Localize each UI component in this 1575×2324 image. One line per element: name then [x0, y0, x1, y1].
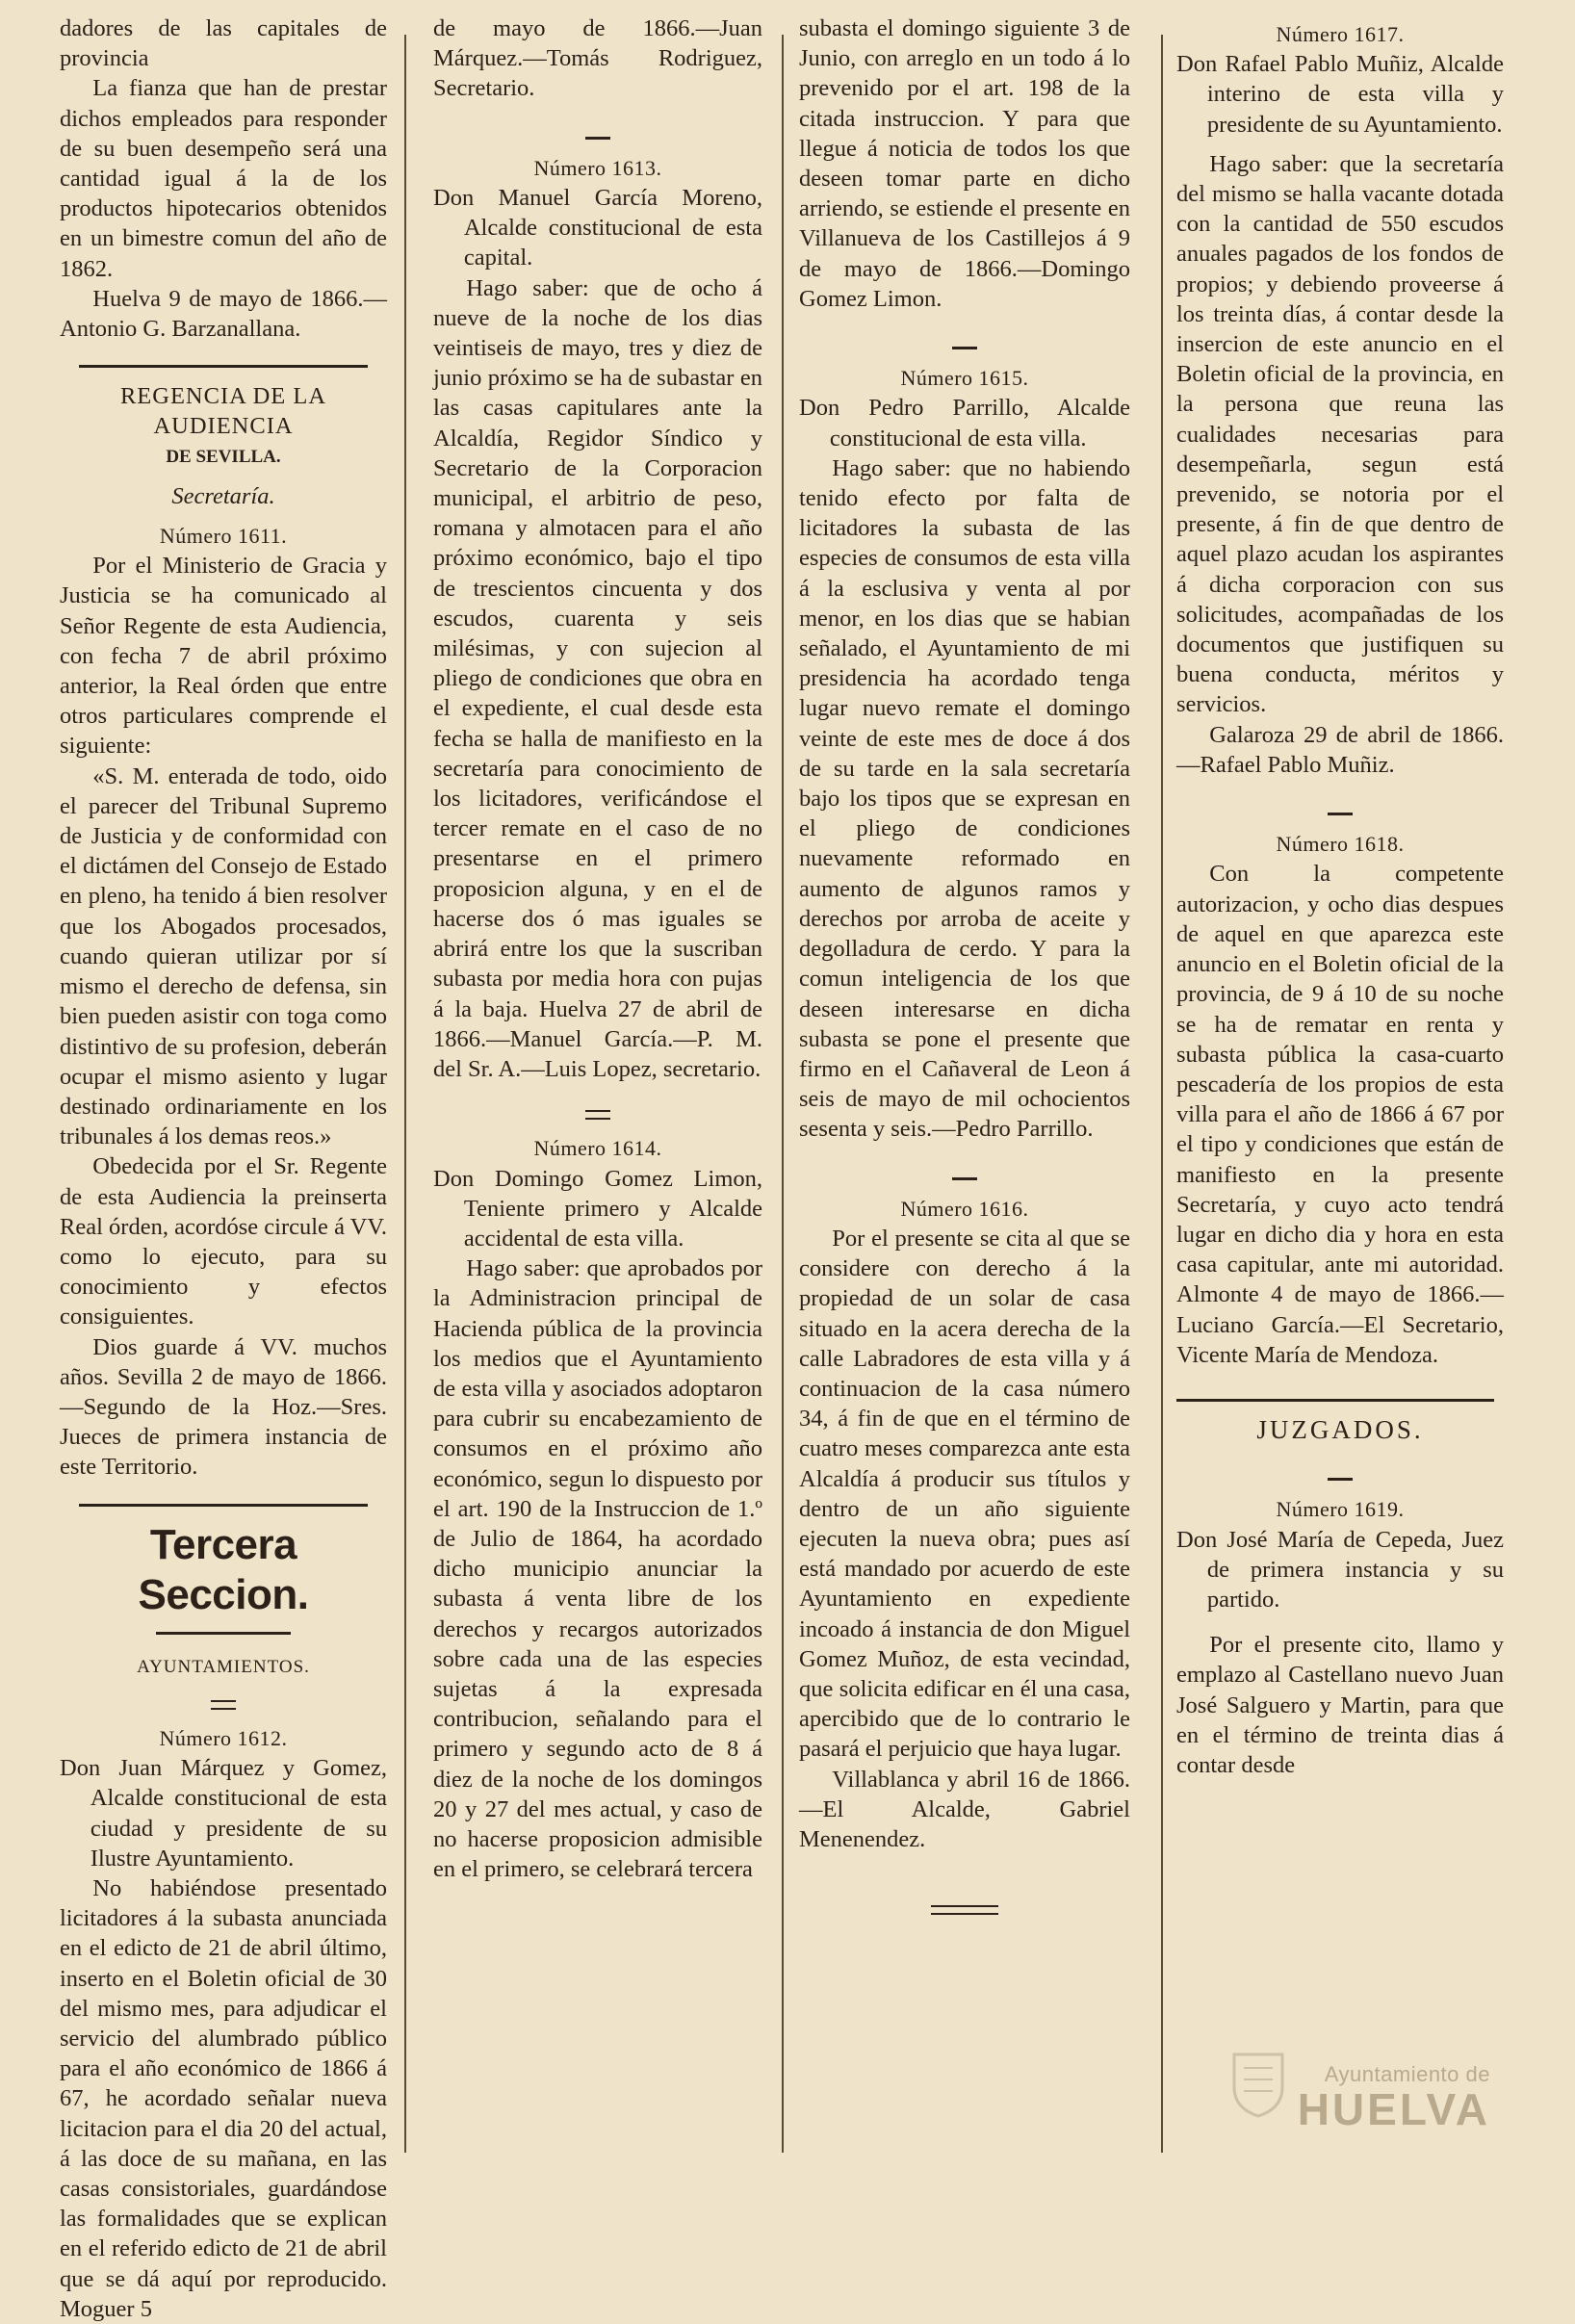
notice-number: Número 1611.	[159, 524, 288, 549]
watermark	[1297, 2062, 1490, 2134]
notice-number: Número 1615.	[900, 366, 1029, 391]
notice-number: Número 1613.	[533, 155, 662, 180]
section-subheading: DE SEVILLA.	[166, 446, 281, 467]
paragraph: Hago saber: que de ocho á nueve de la noche de los dias veintiseis de mayo, tres y diez de junio próximo se ha de subastar en las casas capitulares ante la Alcaldía, Regidor Síndico y Secretario de la Corporacion municipal, el arbitrio de peso, romana y almotacen para el año próximo económico, bajo el tipo de trescientos cincuenta y dos escudos, cuarenta y seis milésimas, y con sujecion al pliego de condiciones que obra en el expediente, el cual desde esta fecha se halla de manifiesto en la secretaría para conocimiento de los licitadores, verificándose el tercer remate en el caso de no presentarse en el primero proposicion alguna, y en el de hacerse dos ó mas iguales se abrirá entre los que la suscriban subasta por media hora con pujas á la baja. Huelva 27 de abril de 1866.—Manuel García.—P. M. del Sr. A.—Luis Lopez, secretario.	[433, 274, 762, 1082]
column-2	[433, 13, 762, 2174]
divider	[60, 1688, 387, 1717]
category-heading: AYUNTAMIENTOS.	[137, 1656, 310, 1677]
paragraph: Hago saber: que aprobados por la Administracion principal de Hacienda pública de la provincia los medios que el Ayuntamiento de esta villa y asociados adoptaron para cubrir su encabezamiento de consumos en el próximo año económico, segun lo dispuesto por el art. 190 de la Instruccion de 1.º de Julio de 1864, ha acordado dicho municipio anunciar la subasta á venta libre de los derechos y recargos autorizados sobre cada una de las especies sujetas á la expresada contribucion, señalando para el primero y segundo acto de 8 á diez de la noche de los domingos 20 y 27 del mes actual, y caso de no hacerse proposicion admisible en el primero, se celebrará tercera	[433, 1255, 762, 1883]
notice-header: Don José María de Cepeda, Juez de primera instancia y su partido.	[1176, 1526, 1504, 1613]
paragraph: Por el presente se cita al que se considere con derecho á la propiedad de un solar de casa situado en la acera derecha de la calle Labradores de esta villa y á continuacion de la casa número 34, á fin de que en el término de cuatro meses comparezca ante esta Alcaldía á producir sus títulos y dentro de un año siguiente ejecuten la nueva obra; pues así está mandado por acuerdo de este Ayuntamiento en expediente incoado á instancia de don Miguel Gomez Muñoz, de esta vecindad, que solicita edificar en él una casa, apercibido que de lo contrario le pasará el perjuicio que haya lugar.	[799, 1225, 1130, 1763]
divider	[156, 1632, 291, 1635]
column-1	[60, 13, 387, 2322]
divider	[799, 1158, 1130, 1188]
divider	[433, 117, 762, 147]
divider	[79, 365, 368, 368]
paragraph: Con la competente autorizacion, y ocho dias despues de aquel en que aparezca este anuncio en el Boletin oficial de la provincia, de 9 á 10 de su noche se ha de rematar en renta y subasta pública la casa-cuarto pescadería de los propios de esta villa para el año de 1866 á 67 por el tipo y condiciones que están de manifiesto en la presente Secretaría, y cuyo acto tendrá lugar en dicho dia y hora en esta casa capitular, ante mi autoridad. Almonte 4 de mayo de 1866.—Luciano García.—El Secretario, Vicente María de Mendoza.	[1176, 861, 1504, 1368]
paragraph: Dios guarde á VV. muchos años. Sevilla 2 de mayo de 1866.—Segundo de la Hoz.—Sres. Jueces de primera instancia de este Territorio.	[60, 1333, 387, 1481]
continued-text: subasta el domingo siguiente 3 de Junio, con arreglo en un todo á lo prevenido por el art. 198 de la citada instruccion. Y para que llegue á noticia de todos los que deseen tomar parte en dicho arriendo, se estiende el presente en Villanueva de los Castillejos á 9 de mayo de 1866.—Domingo Gomez Limon.	[799, 15, 1130, 312]
column-divider	[404, 35, 406, 2153]
paragraph: Hago saber: que la secretaría del mismo se halla vacante dotada con la cantidad de 550 escudos anuales pagados de los fondos de propios; y debiendo proveerse á los treinta días, á contar desde la insercion de este anuncio en el Boletin oficial de la provincia, en la persona que reuna las cualidades necesarias para desempeñarla, segun está prevenido, se notoria por el presente, á fin de que dentro de aquel plazo acudan los aspirantes á dicha corporacion con sus solicitudes, acompañadas de los documentos que justifiquen su buena conducta, méritos y servicios.	[1176, 150, 1504, 718]
continued-text: de mayo de 1866.—Juan Márquez.—Tomás Rodriguez, Secretario.	[433, 15, 762, 102]
notice-header: Don Manuel García Moreno, Alcalde constitucional de esta capital.	[433, 185, 762, 271]
divider	[79, 1504, 368, 1507]
section-heading: REGENCIA DE LA AUDIENCIA	[119, 383, 327, 440]
notice-number: Número 1614.	[533, 1136, 662, 1161]
notice-header: Don Pedro Parrillo, Alcalde constitucional de esta villa.	[799, 395, 1130, 452]
watermark-line2: HUELVA	[1297, 2084, 1490, 2134]
notice-number: Número 1618.	[1276, 832, 1405, 857]
signature: Galaroza 29 de abril de 1866.—Rafael Pablo Muñiz.	[1176, 721, 1504, 778]
divider	[1176, 1399, 1494, 1402]
paragraph: Hago saber: que no habiendo tenido efecto por falta de licitadores la subasta de las especies de consumos de esta villa á la esclusiva y venta al por menor, en los dias que se habian señalado, el Ayuntamiento de mi presidencia ha acordado tenga lugar nuevo remate el domingo veinte de este mes de doce á dos de su tarde en la sala secretaría bajo los tipos que se expresan en el pliego de condiciones nuevamente reformado en aumento de algunos ramos y derechos por arroba de aceite y degolladura de cerdo. Y para la comun inteligencia de los que deseen interesarse en dicha subasta se pone el presente que firmo en el Cañaveral de Leon á seis de mayo de mil ochocientos sesenta y seis.—Pedro Parrillo.	[799, 454, 1130, 1143]
notice-number: Número 1619.	[1276, 1497, 1405, 1522]
notice-header: Don Rafael Pablo Muñiz, Alcalde interino de esta villa y presidente de su Ayuntamiento.	[1176, 51, 1504, 138]
paragraph: Por el Ministerio de Gracia y Justicia se ha comunicado al Señor Regente de esta Audiencia, con fecha 7 de abril próximo anterior, la Real órden que entre otros particulares comprende el siguiente:	[60, 553, 387, 760]
notice-number: Número 1612.	[159, 1725, 288, 1750]
paragraph: No habiéndose presentado licitadores á la subasta anunciada en el edicto de 21 de abril último, inserto en el Boletin oficial de 30 del mismo mes, para adjudicar el servicio del alumbrado público para el año económico de 1866 á 67, he acordado señalar nueva licitacion para el dia 20 del actual, á las doce de su mañana, en las casas consistoriales, guardándose las formalidades que se explican en el referido edicto de 21 de abril que se dá aquí por reproducido. Moguer 5	[60, 1874, 387, 2322]
divider	[1176, 1459, 1504, 1488]
notice-number: Número 1617.	[1276, 22, 1405, 46]
category-heading: JUZGADOS.	[1256, 1414, 1424, 1444]
divider	[799, 1893, 1130, 1923]
column-4	[1176, 13, 1504, 2174]
paragraph: La fianza que han de prestar dichos empleados para responder de su buen desempeño será una cantidad igual á la de los productos hipotecarios obtenidos en un bimestre comun del año de 1862.	[60, 75, 387, 282]
city-seal-icon	[1230, 2049, 1286, 2118]
notice-header: Don Juan Márquez y Gomez, Alcalde constitucional de esta ciudad y presidente de su Ilustre Ayuntamiento.	[60, 1755, 387, 1872]
continued-text: dadores de las capitales de provincia	[60, 15, 387, 72]
column-divider	[1161, 35, 1163, 2153]
section-title: Tercera Seccion.	[138, 1520, 309, 1618]
divider	[1176, 793, 1504, 823]
paragraph: Obedecida por el Sr. Regente de esta Audiencia la preinserta Real órden, acordóse circule á VV. como lo ejecuto, para su conocimiento y efectos consiguientes.	[60, 1153, 387, 1330]
notice-header: Don Domingo Gomez Limon, Teniente primero y Alcalde accidental de esta villa.	[433, 1165, 762, 1252]
signature: Villablanca y abril 16 de 1866.—El Alcalde, Gabriel Menenendez.	[799, 1766, 1130, 1852]
section-label: Secretaría.	[171, 482, 275, 509]
divider	[799, 327, 1130, 357]
notice-number: Número 1616.	[900, 1196, 1029, 1221]
paragraph: «S. M. enterada de todo, oido el parecer del Tribunal Supremo de Justicia y de conformidad con el dictámen del Consejo de Estado en pleno, ha tenido á bien resolver que los Abogados procesados, cuando quieran utilizar por sí mismo el derecho de defensa, sin bien pueden asistir con toga como distintivo de su profesion, deberán ocupar el mismo asiento y lugar destinado ordinariamente en los tribunales á los demas reos.»	[60, 762, 387, 1150]
watermark-line1: Ayuntamiento de	[1324, 2062, 1490, 2086]
signature: Huelva 9 de mayo de 1866.—Antonio G. Barzanallana.	[60, 285, 387, 343]
column-3	[799, 13, 1130, 2174]
divider	[433, 1097, 762, 1127]
column-divider	[782, 35, 784, 2153]
paragraph: Por el presente cito, llamo y emplazo al Castellano nuevo Juan José Salguero y Martin, para que en el término de treinta dias á contar desde	[1176, 1632, 1504, 1778]
